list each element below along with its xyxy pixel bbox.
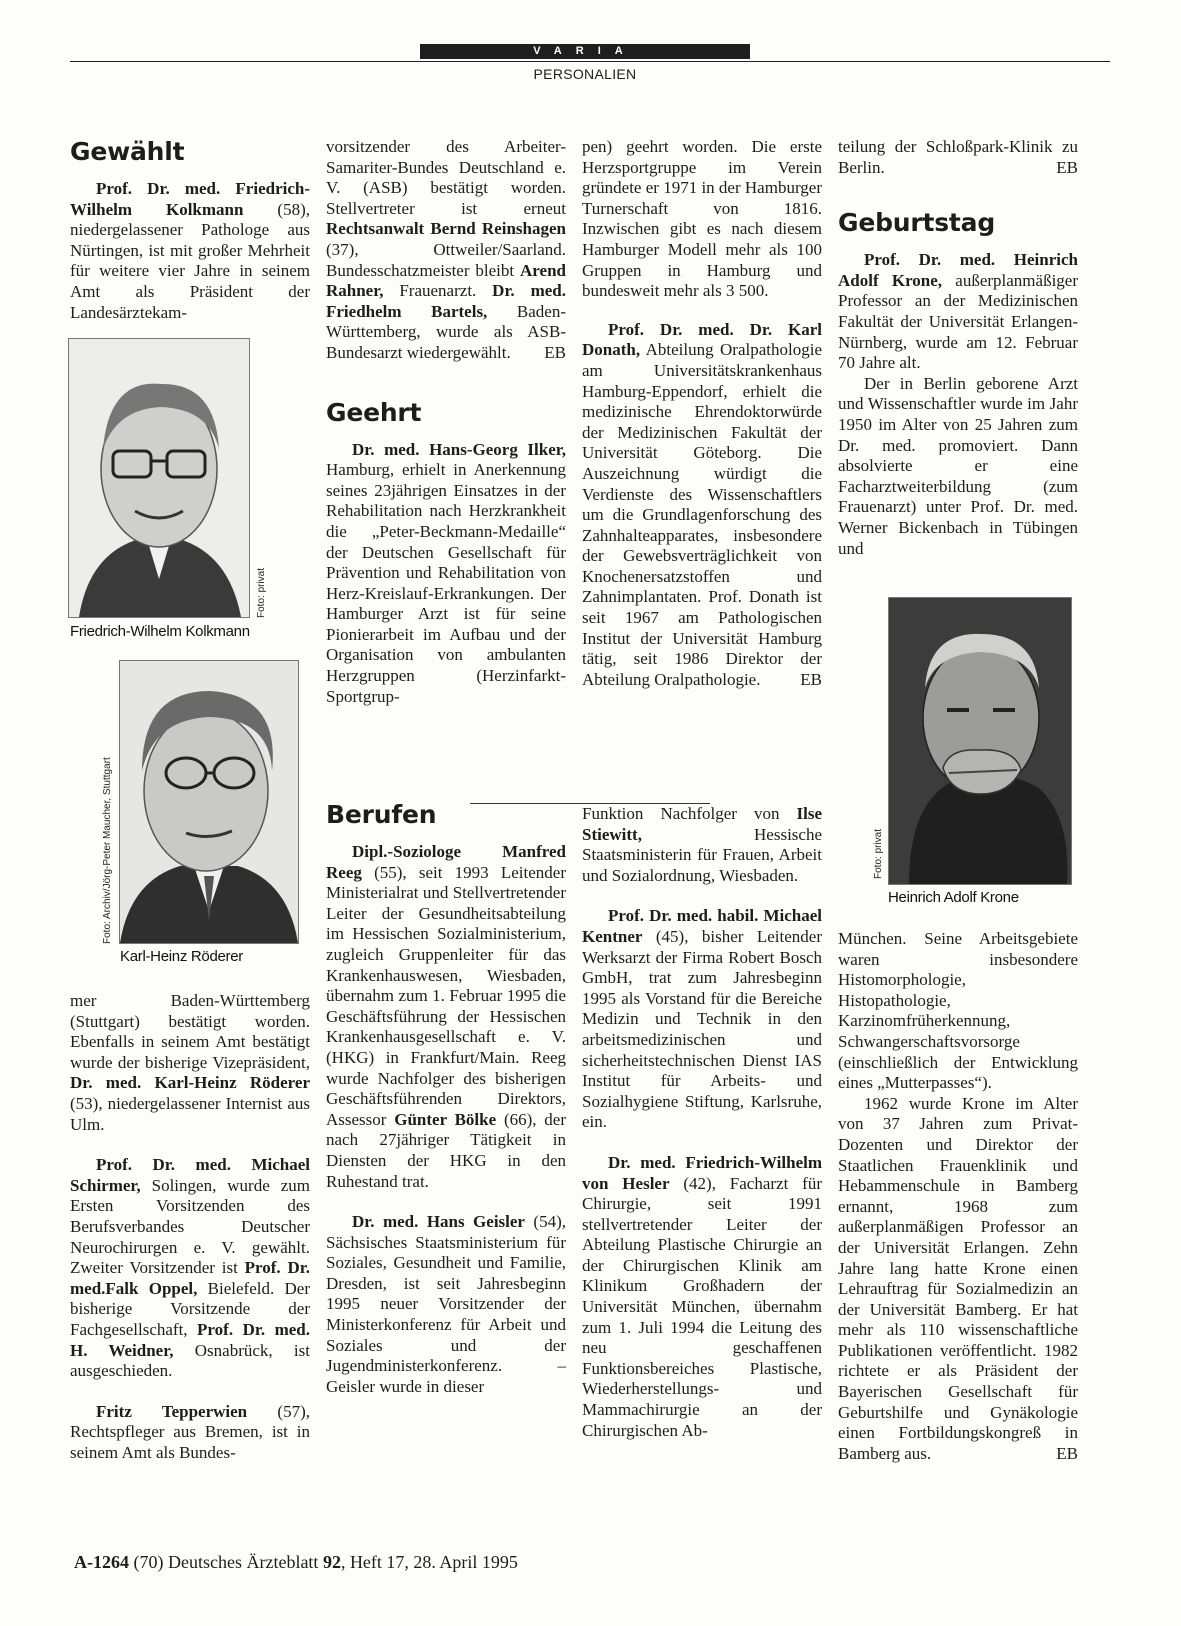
article-geisler: Dr. med. Hans Geisler (54), Sächsisches Staatsministerium für Soziales, Gesundheit und Familie, Dresden, ist seit Jahresbeginn 1995 neuer Vorsitzender der Ministerkonferenz für Arbeit und Soziales und der Jugendministerkonferenz. – Geisler wurde in dieser — [326, 1212, 567, 1396]
photo-caption-roederer: Karl-Heinz Röderer — [120, 948, 243, 965]
portrait-photo-roederer — [119, 660, 299, 944]
signature-eb: EB — [1056, 1443, 1078, 1463]
article-kentner: Prof. Dr. med. habil. Michael Kentner (45), bisher Leitender Werksarzt der Firma Robert Bosch GmbH, trat zum Jahresbeginn 1995 als Vorstand für die Bereiche Medizin und Technik in den arbeitsmedizinischen und sicherheitstechnischen Dienst IAS Institut für Arbeits- und Sozialhygiene Stiftung, Karlsruhe, ein. — [582, 906, 822, 1132]
column-3-bottom — [582, 804, 822, 1441]
article-kolkmann: Prof. Dr. med. Friedrich-Wilhelm Kolkmann (58), niedergelassener Pathologe aus Nürtingen, ist mit großer Mehrheit für weitere vier Jahre in seinem Amt als Präsident der Landesärztekam- — [70, 179, 311, 322]
article-tepperwien: Fritz Tepperwien (57), Rechtspfleger aus Bremen, ist in seinem Amt als Bundes- — [70, 1401, 310, 1462]
signature-eb: EB — [544, 342, 566, 362]
column-4-bottom — [838, 929, 1078, 1464]
signature-eb: EB — [800, 669, 822, 689]
article-donath: Prof. Dr. med. Dr. Karl Donath, Abteilung Oralpathologie am Universitätskrankenhaus Hamburg-Eppendorf, erhielt die medizinische Ehrendoktorwürde der Medizinischen Fakultät der Universität Göteborg. Die Auszeichnung würdigt die Verdienste des Wissenschaftlers um die Grundlagenforschung des Zahnhalteapparates, insbesondere der Gewebsverträglichkeit von Knochenersatzstoffen und Zahnimplantaten. Prof. Donath ist seit 1967 am Pathologischen Institut der Universität Hamburg tätig, seit 1986 Direktor der Abteilung Oralpathologie. EB — [582, 319, 822, 689]
portrait-kolkmann-image — [69, 339, 249, 617]
column-4-top — [838, 137, 1078, 559]
photo-credit-krone: Foto: privat — [873, 828, 884, 879]
photo-credit-kolkmann: Foto: privat — [256, 567, 267, 618]
column-3-top — [582, 137, 822, 690]
heading-berufen: Berufen — [326, 800, 437, 829]
page-number: A-1264 — [74, 1552, 129, 1572]
photo-credit-roederer: Foto: Archiv/Jörg-Peter Maucher, Stuttgart — [102, 757, 113, 944]
article-reeg: Dipl.-Soziologe Manfred Reeg (55), seit 1993 Leitender Ministerialrat und Stellvertretender Leiter der Gesundheitsabteilung im Hessischen Sozialministerium, zugleich Gruppenleiter für das Krankenhauswesen, Wiesbaden, übernahm zum 1. Februar 1995 die Geschäftsführung der Hessischen Krankenhausgesellschaft e. V. (HKG) in Frankfurt/Main. Reeg wurde Nachfolger des bisherigen Geschäftsführenden Direktors, Assessor Günter Bölke (66), der nach 27jähriger Tätigkeit in Diensten der HKG in den Ruhestand trat. — [326, 842, 566, 1191]
portrait-roederer-image — [120, 661, 298, 943]
section-subtitle: PERSONALIEN — [533, 66, 637, 82]
article-schirmer: Prof. Dr. med. Michael Schirmer, Solingen, wurde zum Ersten Vorsitzenden des Berufsverbandes Deutscher Neurochirurgen e. V. gewählt. Zweiter Vorsitzender ist Prof. Dr. med.Falk Oppel, Bielefeld. Der bisherige Vorsitzende der Fachgesellschaft, Prof. Dr. med. H. Weidner, Osnabrück, ist ausgeschieden. — [70, 1155, 310, 1381]
heading-geburtstag: Geburtstag — [838, 208, 996, 238]
article-geisler-cont: Funktion Nachfolger von Ilse Stiewitt, Hessische Staatsministerin für Frauen, Arbeit und Sozialordnung, Wiesbaden. — [582, 804, 822, 885]
signature-eb: EB — [1056, 157, 1078, 177]
column-2-top — [326, 137, 566, 707]
article-krone: Prof. Dr. med. Heinrich Adolf Krone, außerplanmäßiger Professor an der Medizinischen Fakultät der Universität Erlangen-Nürnberg, wurde am 12. Februar 70 Jahre alt. — [838, 250, 1079, 373]
header-rule — [70, 61, 1110, 62]
portrait-photo-kolkmann — [68, 338, 250, 618]
column-1-top — [70, 137, 310, 323]
article-hesler-cont: teilung der Schloßpark-Klinik zu Berlin. EB — [838, 137, 1078, 177]
article-ilker: Dr. med. Hans-Georg Ilker, Hamburg, erhielt in Anerkennung seines 23jährigen Einsatzes in der Rehabilitation nach Herzkrankheit die „Peter-Beckmann-Medaille“ der Deutschen Gesellschaft für Prävention und Rehabilitation von Herz-Kreislauf-Erkrankungen. Der Hamburger Arzt ist für seine Pionierarbeit im Aufbau und der Organisation von ambulanten Herzgruppen (Herzinfarkt-Sportgrup- — [326, 439, 566, 706]
article-krone-career: Der in Berlin geborene Arzt und Wissenschaftler wurde im Jahr 1950 im Alter von 25 Jahren zum Dr. med. promoviert. Dann absolvierte er eine Facharztweiterbildung (zum Frauenarzt) unter Prof. Dr. med. Werner Bickenbach in Tübingen und — [838, 373, 1078, 558]
portrait-krone-image — [889, 598, 1071, 884]
photo-caption-krone: Heinrich Adolf Krone — [888, 889, 1019, 906]
article-asb: vorsitzender des Arbeiter-Samariter-Bundes Deutschland e. V. (ASB) bestätigt worden. Stellvertreter ist erneut Rechtsanwalt Bernd Reinshagen (37), Ottweiler/Saarland. Bundesschatzmeister bleibt Arend Rahner, Frauenarzt. Dr. med. Friedhelm Bartels, Baden-Württemberg, wurde als ASB-Bundesarzt wiedergewählt. EB — [326, 137, 566, 362]
column-2-bottom — [326, 800, 566, 1397]
heading-gewaehlt: Gewählt — [70, 137, 185, 166]
article-ilker-cont: pen) geehrt worden. Die erste Herzsportgruppe im Verein gründete er 1971 in der Hamburger Turnerschaft von 1816. Inzwischen gibt es nach diesem Hamburger Modell mehr als 100 Gruppen in Hamburg und bundesweit mehr als 3 500. — [582, 137, 822, 301]
portrait-photo-krone — [888, 597, 1072, 885]
article-roederer: mer Baden-Württemberg (Stuttgart) bestätigt worden. Ebenfalls in seinem Amt bestätigt wurde der bisherige Vizepräsident, Dr. med. Karl-Heinz Röderer (53), niedergelassener Internist aus Ulm. — [70, 991, 310, 1134]
section-banner: VARIA — [420, 44, 750, 59]
photo-caption-kolkmann: Friedrich-Wilhelm Kolkmann — [70, 623, 250, 640]
article-hesler: Dr. med. Friedrich-Wilhelm von Hesler (42), Facharzt für Chirurgie, seit 1991 stellvertretender Leiter der Abteilung Plastische Chirurgie an der Chirurgischen Klinik am Klinikum Großhadern der Universität München, übernahm zum 1. Juli 1994 die Leitung des neu geschaffenen Funktionsbereiches Plastische, Wiederherstellungs- und Mammachirurgie an der Chirurgischen Ab- — [582, 1152, 822, 1440]
heading-geehrt: Geehrt — [326, 397, 422, 427]
page-footer: A-1264 (70) Deutsches Ärzteblatt 92, Heft 17, 28. April 1995 — [74, 1552, 518, 1572]
article-krone-fields: München. Seine Arbeitsgebiete waren insbesondere Histomorphologie, Histopathologie, Karzinomfrüherkennung, Schwangerschaftsvorsorge (einschließlich der Entwicklung eines „Mutterpasses“). — [838, 929, 1078, 1093]
article-krone-bamberg: 1962 wurde Krone im Alter von 37 Jahren zum Privat-Dozenten und Direktor der Staatlichen Frauenklinik und Hebammenschule in Bamberg ernannt, 1968 zum außerplanmäßigen Professor an der Universität Erlangen. Zehn Jahre lang hatte Krone einen Lehrauftrag für Sozialmedizin an der Universität Bamberg. Er hat mehr als 110 wissenschaftliche Publikationen veröffentlicht. 1982 richtete er als Präsident der Bayerischen Gesellschaft für Geburtshilfe und Gynäkologie einen Fortbildungskongreß in Bamberg aus. EB — [838, 1093, 1078, 1463]
column-1-bottom — [70, 991, 310, 1463]
